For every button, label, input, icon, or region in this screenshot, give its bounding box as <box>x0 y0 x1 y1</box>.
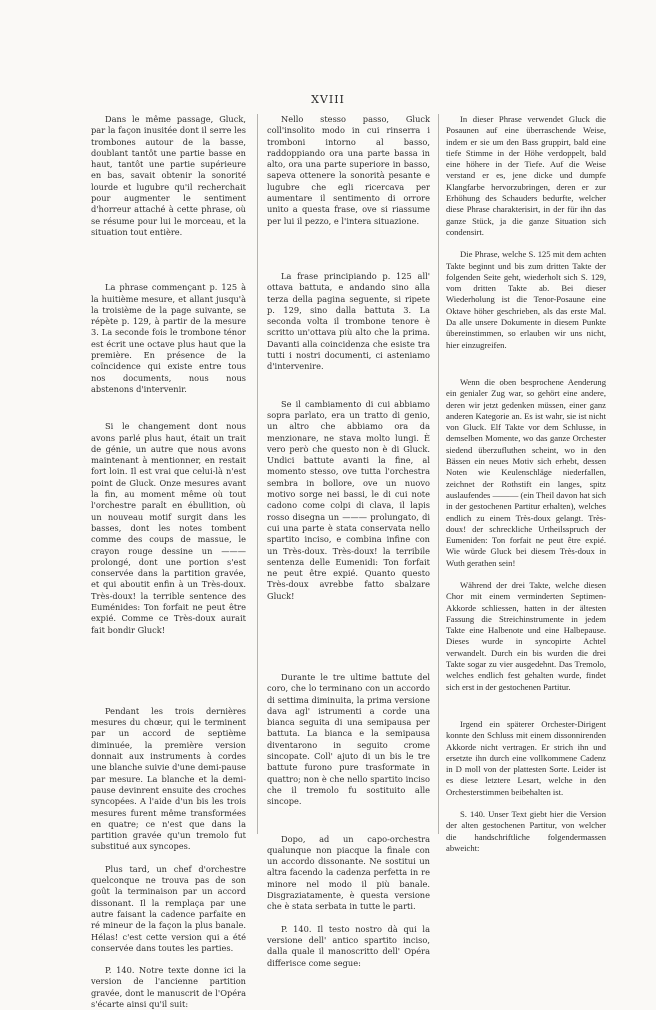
paragraph: Die Phrase, welche S. 125 mit dem achten Takte beginnt und bis zum dritten Takte der folgenden Seite geht, wiederholt sich S. 129, vom dritten Takte ab. Bei dieser Wiederholung ist die Tenor-Posaune eine Oktave höher geschrieben, als das erste Mal. Da alle unsere Dokumente in diesem Punkte übereinstimmen, so erlauben wir uns nicht, hier einzugreifen. <box>446 249 606 350</box>
french-column <box>91 114 246 1009</box>
paragraph: Durante le tre ultime battute del coro, che lo terminano con un accordo di settima diminuita, la prima versione dava agl' istrumenti a corde una bianca seguita di una semipausa per battuta. La bianca e la semipausa diventarono in seguito crome sincopate. Coll' ajuto di un bis le tre battute furono pure trasformate in quattro; non è che nello spartito inciso che il tremolo fu sostituito alle sincope. <box>267 671 430 807</box>
paragraph: La phrase commençant p. 125 à la huitième mesure, et allant jusqu'à la troisième de la page suivante, se répète p. 129, à partir de la mesure 3. La seconde fois le trombone ténor est écrit une octave plus haut que la première. En présence de la coïncidence qui existe entre tous nos documents, nous nous abstenons d'intervenir. <box>91 282 246 394</box>
paragraph: Si le changement dont nous avons parlé plus haut, était un trait de génie, un autre que nous avons maintenant à mentionner, en restait fort loin. Il est vrai que celui-là n'est point de Gluck. Onze mesures avant la fin, au moment même où tout l'orchestre paraît en ébullition, où un nouveau motif surgit dans les basses, dont les notes tombent comme des coups de massue, le crayon rouge dessine un ——— prolongé, dont une portion s'est conservée dans la partition gravée, et qui aboutit enfin à un Très-doux. Très-doux! la terrible sentence des Euménides: Ton forfait ne peut être expié. Comme ce Très-doux aurait fait bondir Gluck! <box>91 421 246 635</box>
paragraph: P. 140. Il testo nostro dà qui la versione dell' antico spartito inciso, dalla quale il manoscritto dell' Opéra differisce come segue: <box>267 923 430 968</box>
paragraph: Plus tard, un chef d'orchestre quelconque ne trouva pas de son goût la terminaison par un accord dissonant. Il la remplaça par une autre faisant la cadence parfaite en ré mineur de la façon la plus banale. Hélas! c'est cette version qui a été conservée dans toutes les parties. <box>91 863 246 953</box>
paragraph: Dopo, ad un capo-orchestra qualunque non piacque la finale con un accordo dissonante. Ne sostitui un altra facendo la cadenza perfetta in re minore nel modo il più banale. Disgraziatamente, è questa versione che è stata serbata in tutte le parti. <box>267 833 430 912</box>
paragraph: In dieser Phrase verwendet Gluck die Posaunen auf eine überraschende Weise, indem er sie um den Bass gruppirt, bald eine tiefe Stimme in der Höhe verdoppelt, bald eine höhere in der Tiefe. Auf die Weise verstand er es, jene dicke und dumpfe Klangfarbe hervorzubringen, deren er zur Erhöhung des Schauders bedurfte, welcher diese Phrase charakterisirt, in der für ihn das ganze Stück, ja die ganze Situation sich condensirt. <box>446 114 606 237</box>
paragraph: S. 140. Unser Text giebt hier die Version der alten gestochenen Partitur, von welcher die handschriftliche folgendermassen abweicht: <box>446 809 606 853</box>
column-divider <box>257 114 258 834</box>
paragraph: Dans le même passage, Gluck, par la façon inusitée dont il serre les trombones autour de la basse, doublant tantôt une partie basse en haut, tantôt une partie supérieure en bas, savait obtenir la sonorité lourde et lugubre qu'il recherchait pour augmenter le sentiment d'horreur attaché à cette phrase, où se résume pour lui le morceau, et la situation tout entière. <box>91 114 246 237</box>
paragraph: Se il cambiamento di cui abbiamo sopra parlato, era un tratto di genio, un altro che abbiamo ora da menzionare, ne stava molto lungi. È vero però che questo non è di Gluck. Undici battute avanti la fine, al momento stesso, ove tutta l'orchestra sembra in bollore, ove un nuovo motivo sorge nei bassi, le di cui note cadono come colpi di clava, il lapis rosso disegna un ——— prolungato, di cui una parte è stata conservata nello spartito inciso, e combina infine con un Très-doux. Très-doux! la terribile sentenza delle Eumenidi: Ton forfait ne peut être expié. Quanto questo Très-doux avrebbe fatto sbalzare Gluck! <box>267 398 430 601</box>
page-number: XVIII <box>311 93 345 106</box>
paragraph: Nello stesso passo, Gluck coll'insolito modo in cui rinserra i tromboni intorno al basso, raddoppiando ora una parte bassa in alto, ora una parte superiore in basso, sapeva ottenere la sonorità pesante e lugubre che egli ricercava per aumentare il sentimento di orrore unito a questa frase, ove si riassume per lui il pezzo, e l'intera situazione. <box>267 114 430 226</box>
paragraph: Irgend ein späterer Orchester-Dirigent konnte den Schluss mit einem dissonnirenden Akkorde nicht vertragen. Er strich ihn und ersetzte ihn durch eine vollkommene Cadenz in D moll von der plattesten Sorte. Leider ist es diese letztere Lesart, welche in den Orchesterstimmen beibehalten ist. <box>446 718 606 797</box>
paragraph: Während der drei Takte, welche diesen Chor mit einem verminderten Septimen-Akkorde schliessen, hatten in der ältesten Fassung die Streichinstrumente in jedem Takte eine Halbenote und eine Halbepause. Dieses wurde in syncopirte Achtel verwandelt. Durch ein bis wurden die drei Takte sogar zu vier ausgedehnt. Das Tremolo, welches endlich fest gehalten wurde, findet sich erst in der gestochenen Partitur. <box>446 579 606 692</box>
italian-column <box>267 114 430 968</box>
paragraph: Pendant les trois dernières mesures du chœur, qui le terminent par un accord de septième diminuée, la première version donnait aux instruments à cordes une blanche suivie d'une demi-pause par mesure. La blanche et la demi-pause devinrent ensuite des croches syncopées. A l'aide d'un bis les trois mesures furent même transformées en quatre; ce n'est que dans la partition gravée qu'un tremolo fut substitué aux syncopes. <box>91 705 246 852</box>
paragraph: Wenn die oben besprochene Aenderung ein genialer Zug war, so gehört eine andere, deren wir jetzt gedenken müssen, einer ganz anderen Kategorie an. Es ist wahr, sie ist nicht von Gluck. Elf Takte vor dem Schlusse, in demselben Momente, wo das ganze Orchester siedend überzufluthen scheint, wo in den Bässen ein neues Motiv sich erhebt, dessen Noten wie Keulenschläge niederfallen, zeichnet der Rothstift ein langes, spitz auslaufendes ——— (ein Theil davon hat sich in der gestochenen Partitur erhalten), welches endlich zu einem Très-doux gelangt. Très-doux! der schreckliche Urtheilsspruch der Eumeniden: Ton forfait ne peut être expié. Wie würde Gluck bei diesem Très-doux in Wuth gerathen sein! <box>446 376 606 568</box>
paragraph: La frase principiando p. 125 all' ottava battuta, e andando sino alla terza della pagina seguente, si ripete p. 129, sino dalla battuta 3. La seconda volta il trombone tenore è scritto un'ottava più alto che la prima. Davanti alla coincidenza che esiste tra tutti i nostri documenti, ci asteniamo d'intervenire. <box>267 270 430 372</box>
german-column <box>446 114 606 853</box>
column-divider <box>438 114 439 834</box>
paragraph: P. 140. Notre texte donne ici la version de l'ancienne partition gravée, dont le manuscrit de l'Opéra s'écarte ainsi qu'il suit: <box>91 965 246 1009</box>
